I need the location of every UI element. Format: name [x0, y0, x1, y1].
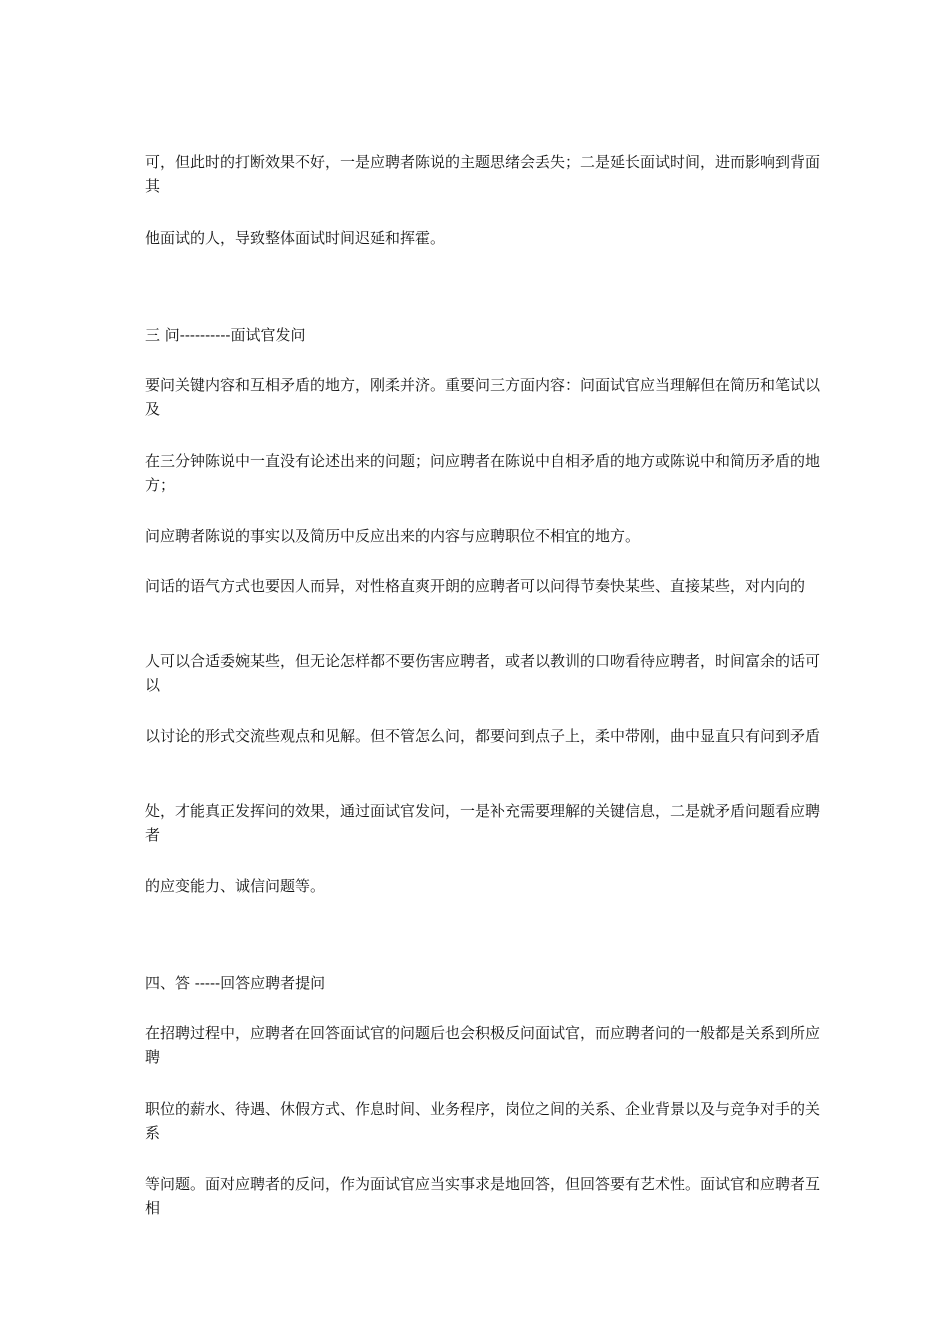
paragraph-question-effect: 处，才能真正发挥问的效果，通过面试官发问，一是补充需要理解的关键信息，二是就矛盾问题看应聘者 [145, 802, 821, 844]
paragraph-adaptability: 的应变能力、诚信问题等。 [145, 877, 326, 895]
paragraph-interruption-effect: 可，但此时的打断效果不好，一是应聘者陈说的主题思绪会丢失；二是延长面试时间，进而影响到背面其 [145, 153, 821, 195]
paragraph-question-tone: 问话的语气方式也要因人而异，对性格直爽开朗的应聘者可以问得节奏快某些、直接某些，对内向的 [145, 577, 806, 595]
paragraph-ask-key-content: 要问关键内容和互相矛盾的地方，刚柔并济。重要问三方面内容：问面试官应当理解但在简历和笔试以及 [145, 376, 821, 418]
section-heading-answer: 四、答 -----回答应聘者提问 [145, 974, 326, 992]
paragraph-discussion-form: 以讨论的形式交流些观点和见解。但不管怎么问，都要问到点子上，柔中带刚，曲中显直只有问到矛盾 [145, 727, 821, 745]
paragraph-answer-artfully: 等问题。面对应聘者的反问，作为面试官应当实事求是地回答，但回答要有艺术性。面试官和应聘者互相 [145, 1175, 821, 1217]
paragraph-ask-mismatch: 问应聘者陈说的事实以及简历中反应出来的内容与应聘职位不相宜的地方。 [145, 527, 641, 545]
paragraph-tactful-questions: 人可以合适委婉某些，但无论怎样都不要伤害应聘者，或者以教训的口吻看待应聘者，时间富余的话可以 [145, 652, 821, 694]
paragraph-ask-contradictions: 在三分钟陈说中一直没有论述出来的问题；问应聘者在陈说中自相矛盾的地方或陈说中和简历矛盾的地方； [145, 452, 821, 494]
paragraph-salary-benefits: 职位的薪水、待遇、休假方式、作息时间、业务程序，岗位之间的关系、企业背景以及与竞争对手的关系 [145, 1100, 821, 1142]
paragraph-interview-delay: 他面试的人，导致整体面试时间迟延和挥霍。 [145, 229, 446, 247]
section-heading-ask: 三 问----------面试官发问 [145, 326, 306, 344]
paragraph-candidate-questions: 在招聘过程中，应聘者在回答面试官的问题后也会积极反问面试官，而应聘者问的一般都是关系到所应聘 [145, 1024, 821, 1066]
